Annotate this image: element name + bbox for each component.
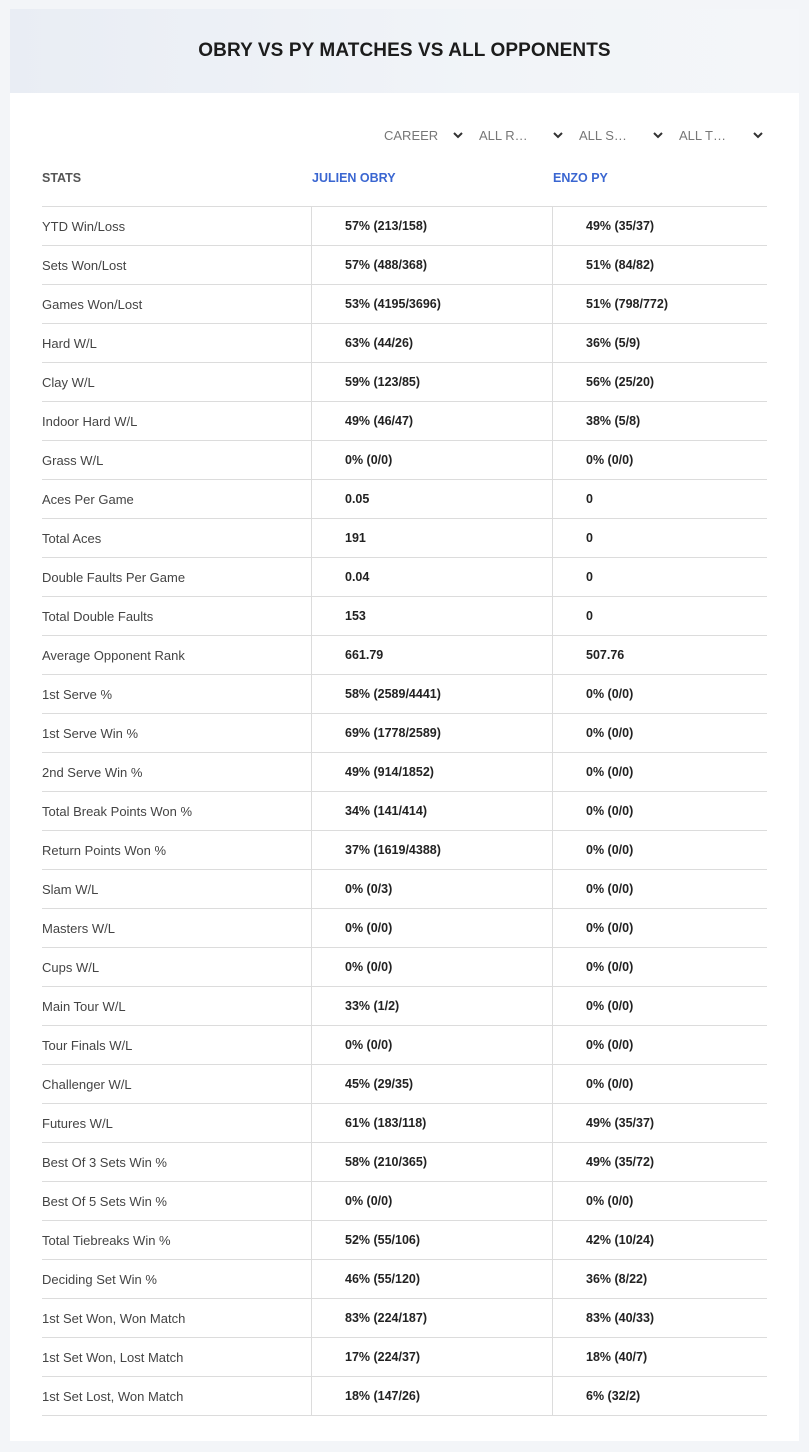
table-row — [42, 1104, 767, 1143]
player2-value: 0% (0/0) — [552, 675, 767, 713]
table-row — [42, 870, 767, 909]
stat-label: Cups W/L — [42, 959, 100, 975]
player1-value: 58% (210/365) — [311, 1143, 552, 1181]
player2-value: 49% (35/37) — [552, 1104, 767, 1142]
player1-value: 46% (55/120) — [311, 1260, 552, 1298]
player2-value: 0% (0/0) — [552, 831, 767, 869]
player1-value: 0% (0/3) — [311, 870, 552, 908]
table-row — [42, 1065, 767, 1104]
player1-value: 0.04 — [311, 558, 552, 596]
player1-value: 0% (0/0) — [311, 1182, 552, 1220]
player1-value: 57% (213/158) — [311, 207, 552, 245]
table-row — [42, 441, 767, 480]
stat-label: Best Of 5 Sets Win % — [42, 1193, 167, 1209]
stats-card — [10, 9, 799, 1441]
player2-value: 56% (25/20) — [552, 363, 767, 401]
table-row — [42, 597, 767, 636]
table-row — [42, 987, 767, 1026]
filter-bar — [10, 123, 799, 147]
table-row — [42, 1338, 767, 1377]
table-row — [42, 1143, 767, 1182]
player2-value: 0% (0/0) — [552, 948, 767, 986]
player1-value: 69% (1778/2589) — [311, 714, 552, 752]
stat-label: Deciding Set Win % — [42, 1271, 157, 1287]
table-row — [42, 1260, 767, 1299]
player2-value: 6% (32/2) — [552, 1377, 767, 1415]
table-row — [42, 1299, 767, 1338]
player1-value: 63% (44/26) — [311, 324, 552, 362]
table-row — [42, 1377, 767, 1416]
player2-value: 49% (35/37) — [552, 207, 767, 245]
player1-value: 83% (224/187) — [311, 1299, 552, 1337]
table-row — [42, 753, 767, 792]
stat-label: Slam W/L — [42, 881, 99, 897]
stat-label: Average Opponent Rank — [42, 647, 185, 663]
player1-value: 49% (914/1852) — [311, 753, 552, 791]
player1-value: 0% (0/0) — [311, 441, 552, 479]
stat-label: Return Points Won % — [42, 842, 167, 858]
table-row — [42, 1182, 767, 1221]
player2-value: 0% (0/0) — [552, 1026, 767, 1064]
stat-label: 1st Serve Win % — [42, 725, 139, 741]
stat-label: Total Break Points Won % — [42, 803, 193, 819]
table-row — [42, 519, 767, 558]
chevron-down-icon — [552, 129, 564, 141]
stat-label: Best Of 3 Sets Win % — [42, 1154, 167, 1170]
table-row — [42, 1026, 767, 1065]
chevron-down-icon — [652, 129, 664, 141]
stat-label: YTD Win/Loss — [42, 218, 126, 234]
player1-value: 34% (141/414) — [311, 792, 552, 830]
stat-label: Total Tiebreaks Win % — [42, 1232, 171, 1248]
table-row — [42, 363, 767, 402]
player2-value: 0% (0/0) — [552, 1182, 767, 1220]
player1-link[interactable]: JULIEN OBRY — [312, 171, 396, 185]
player2-value: 0% (0/0) — [552, 987, 767, 1025]
player1-value: 52% (55/106) — [311, 1221, 552, 1259]
stat-label: 1st Set Lost, Won Match — [42, 1388, 184, 1404]
player2-value: 36% (5/9) — [552, 324, 767, 362]
period-select[interactable] — [384, 123, 464, 147]
player2-value: 18% (40/7) — [552, 1338, 767, 1376]
stat-label: Games Won/Lost — [42, 296, 143, 312]
stat-label: Double Faults Per Game — [42, 569, 186, 585]
stat-label: Tour Finals W/L — [42, 1037, 133, 1053]
table-row — [42, 636, 767, 675]
player2-value: 507.76 — [552, 636, 767, 674]
player1-value: 0% (0/0) — [311, 948, 552, 986]
stat-label: Masters W/L — [42, 920, 115, 936]
period-select-value: CAREER — [384, 127, 439, 143]
table-header — [42, 169, 767, 207]
table-row — [42, 675, 767, 714]
player2-value: 0 — [552, 558, 767, 596]
table-row — [42, 246, 767, 285]
player2-value: 51% (798/772) — [552, 285, 767, 323]
player1-value: 153 — [311, 597, 552, 635]
player2-value: 0% (0/0) — [552, 753, 767, 791]
stat-label: Challenger W/L — [42, 1076, 132, 1092]
table-row — [42, 402, 767, 441]
player2-value: 51% (84/82) — [552, 246, 767, 284]
player2-value: 0 — [552, 519, 767, 557]
chevron-down-icon — [452, 129, 464, 141]
chevron-down-icon — [752, 129, 764, 141]
player1-value: 17% (224/37) — [311, 1338, 552, 1376]
player2-value: 0% (0/0) — [552, 1065, 767, 1103]
player1-value: 58% (2589/4441) — [311, 675, 552, 713]
surface-select[interactable] — [579, 123, 664, 147]
player1-value: 53% (4195/3696) — [311, 285, 552, 323]
player1-value: 0% (0/0) — [311, 1026, 552, 1064]
player1-value: 61% (183/118) — [311, 1104, 552, 1142]
player2-value: 38% (5/8) — [552, 402, 767, 440]
round-select[interactable] — [479, 123, 564, 147]
table-row — [42, 909, 767, 948]
stat-label: Futures W/L — [42, 1115, 113, 1131]
stat-label: Total Double Faults — [42, 608, 154, 624]
player2-value: 0 — [552, 597, 767, 635]
player2-value: 36% (8/22) — [552, 1260, 767, 1298]
stat-label: 2nd Serve Win % — [42, 764, 143, 780]
stat-label: Sets Won/Lost — [42, 257, 127, 273]
stat-label: Hard W/L — [42, 335, 97, 351]
stat-label: Grass W/L — [42, 452, 104, 468]
stat-label: Main Tour W/L — [42, 998, 126, 1014]
stat-label: Indoor Hard W/L — [42, 413, 138, 429]
table-row — [42, 324, 767, 363]
surface-select-value: ALL S… — [579, 127, 627, 143]
player1-value: 18% (147/26) — [311, 1377, 552, 1415]
player2-value: 0% (0/0) — [552, 441, 767, 479]
player1-value: 0% (0/0) — [311, 909, 552, 947]
stat-label: Total Aces — [42, 530, 102, 546]
stat-label: 1st Serve % — [42, 686, 113, 702]
table-row — [42, 207, 767, 246]
table-row — [42, 831, 767, 870]
column-header-stats: STATS — [42, 171, 82, 185]
player2-value: 0% (0/0) — [552, 870, 767, 908]
player1-value: 37% (1619/4388) — [311, 831, 552, 869]
stat-label: 1st Set Won, Won Match — [42, 1310, 186, 1326]
player1-value: 49% (46/47) — [311, 402, 552, 440]
tournament-select-value: ALL T… — [679, 127, 726, 143]
stat-label: Aces Per Game — [42, 491, 134, 507]
table-row — [42, 792, 767, 831]
player2-value: 0% (0/0) — [552, 714, 767, 752]
table-row — [42, 558, 767, 597]
tournament-select[interactable] — [679, 123, 764, 147]
round-select-value: ALL R… — [479, 127, 528, 143]
page-title: OBRY VS PY MATCHES VS ALL OPPONENTS — [198, 40, 611, 61]
table-row — [42, 1221, 767, 1260]
player1-value: 0.05 — [311, 480, 552, 518]
player1-value: 45% (29/35) — [311, 1065, 552, 1103]
player2-value: 0 — [552, 480, 767, 518]
player1-value: 661.79 — [311, 636, 552, 674]
player2-value: 0% (0/0) — [552, 909, 767, 947]
player2-value: 83% (40/33) — [552, 1299, 767, 1337]
player1-value: 57% (488/368) — [311, 246, 552, 284]
player2-link[interactable]: ENZO PY — [553, 171, 608, 185]
table-row — [42, 948, 767, 987]
card-header — [10, 9, 799, 93]
player2-value: 0% (0/0) — [552, 792, 767, 830]
player1-value: 59% (123/85) — [311, 363, 552, 401]
player2-value: 42% (10/24) — [552, 1221, 767, 1259]
table-row — [42, 714, 767, 753]
stat-label: Clay W/L — [42, 374, 95, 390]
stat-label: 1st Set Won, Lost Match — [42, 1349, 184, 1365]
stats-table-body — [42, 207, 767, 1416]
player2-value: 49% (35/72) — [552, 1143, 767, 1181]
player1-value: 191 — [311, 519, 552, 557]
table-row — [42, 480, 767, 519]
table-row — [42, 285, 767, 324]
player1-value: 33% (1/2) — [311, 987, 552, 1025]
